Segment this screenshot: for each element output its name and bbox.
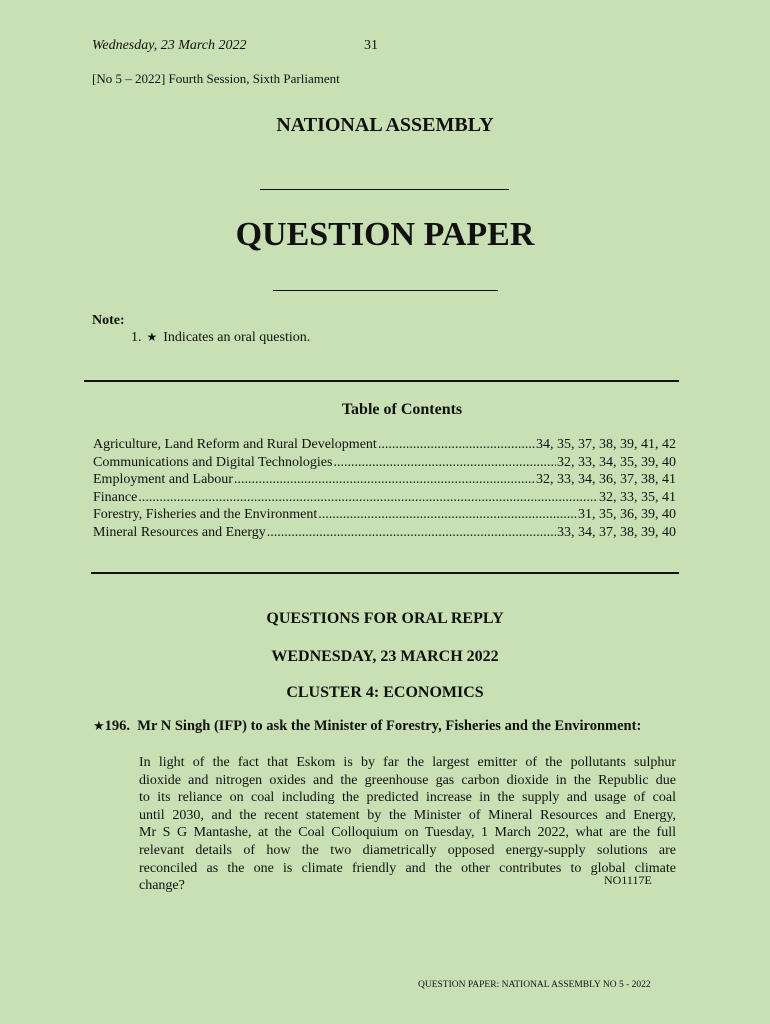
toc-leader xyxy=(318,506,577,524)
toc-entry xyxy=(93,524,676,542)
question-line: reconciled as the one is climate friendly and the other contributes to global climate xyxy=(139,860,676,876)
document-title: QUESTION PAPER xyxy=(235,216,535,253)
session-line: [No 5 – 2022] Fourth Session, Sixth Parliament xyxy=(92,71,340,86)
section-heading-cluster: CLUSTER 4: ECONOMICS xyxy=(286,684,484,701)
section-heading-date: WEDNESDAY, 23 MARCH 2022 xyxy=(271,648,499,665)
toc-entry xyxy=(93,471,676,489)
star-icon: ★ xyxy=(146,330,158,344)
question-line: relevant details of how the two diametrically opposed energy-supply solutions are xyxy=(139,842,676,858)
toc-entry xyxy=(93,454,676,472)
title-divider-top xyxy=(260,189,509,190)
question-heading xyxy=(93,718,641,735)
toc-leader xyxy=(333,454,556,472)
toc-pages: 32, 33, 34, 35, 39, 40 xyxy=(557,454,676,470)
table-of-contents xyxy=(93,436,676,541)
question-line: dioxide and nitrogen oxides and the greenhouse gas carbon dioxide in the Republic due xyxy=(139,772,676,788)
note-item-number: 1. xyxy=(131,330,142,345)
toc-entry xyxy=(93,489,676,507)
question-reference: NO1117E xyxy=(604,873,652,887)
question-line: to its reliance on coal including the predicted increase in the supply and usage of coal xyxy=(139,790,676,806)
note-label: Note: xyxy=(92,313,125,328)
toc-pages: 32, 33, 34, 36, 37, 38, 41 xyxy=(536,472,676,487)
toc-leader xyxy=(378,436,535,454)
star-icon: ★ xyxy=(93,719,105,734)
question-line: until 2030, and the recent statement by the Minister of Mineral Resources and Energy, xyxy=(139,807,676,823)
toc-pages: 33, 34, 37, 38, 39, 40 xyxy=(557,524,676,540)
toc-topic: Finance xyxy=(93,489,138,505)
toc-leader xyxy=(138,489,598,507)
toc-leader xyxy=(234,471,535,489)
toc-topic: Employment and Labour xyxy=(93,472,233,487)
toc-pages: 34, 35, 37, 38, 39, 41, 42 xyxy=(536,437,676,452)
toc-entry xyxy=(93,506,676,524)
page-footer: QUESTION PAPER: NATIONAL ASSEMBLY NO 5 - 2022 xyxy=(418,980,651,990)
note-item xyxy=(131,330,310,346)
question-line: change? xyxy=(139,878,185,894)
question-asker: Mr N Singh (IFP) to ask the Minister of Forestry, Fisheries and the Environment: xyxy=(137,718,642,734)
page-number: 31 xyxy=(364,38,378,53)
toc-topic: Communications and Digital Technologies xyxy=(93,454,333,470)
toc-topic: Agriculture, Land Reform and Rural Development xyxy=(93,437,377,452)
title-divider-bottom xyxy=(273,290,498,291)
question-line: In light of the fact that Eskom is by far the largest emitter of the pollutants sulphur xyxy=(139,755,676,770)
toc-entry xyxy=(93,436,676,454)
note-item-text: Indicates an oral question. xyxy=(163,330,311,345)
assembly-title: NATIONAL ASSEMBLY xyxy=(276,114,494,136)
toc-topic: Mineral Resources and Energy xyxy=(93,524,266,540)
question-body xyxy=(139,754,676,895)
question-number: 196. xyxy=(104,718,131,734)
header-date: Wednesday, 23 March 2022 xyxy=(92,38,247,53)
section-heading-oral: QUESTIONS FOR ORAL REPLY xyxy=(266,610,504,627)
question-line: Mr S G Mantashe, at the Coal Colloquium on Tuesday, 1 March 2022, what are the full xyxy=(139,825,676,841)
toc-topic: Forestry, Fisheries and the Environment xyxy=(93,507,318,522)
toc-pages: 31, 35, 36, 39, 40 xyxy=(578,507,676,522)
toc-pages: 32, 33, 35, 41 xyxy=(599,489,676,505)
toc-divider-top xyxy=(84,380,679,382)
toc-divider-bottom xyxy=(91,572,679,574)
toc-leader xyxy=(267,524,556,542)
toc-title: Table of Contents xyxy=(341,401,463,418)
